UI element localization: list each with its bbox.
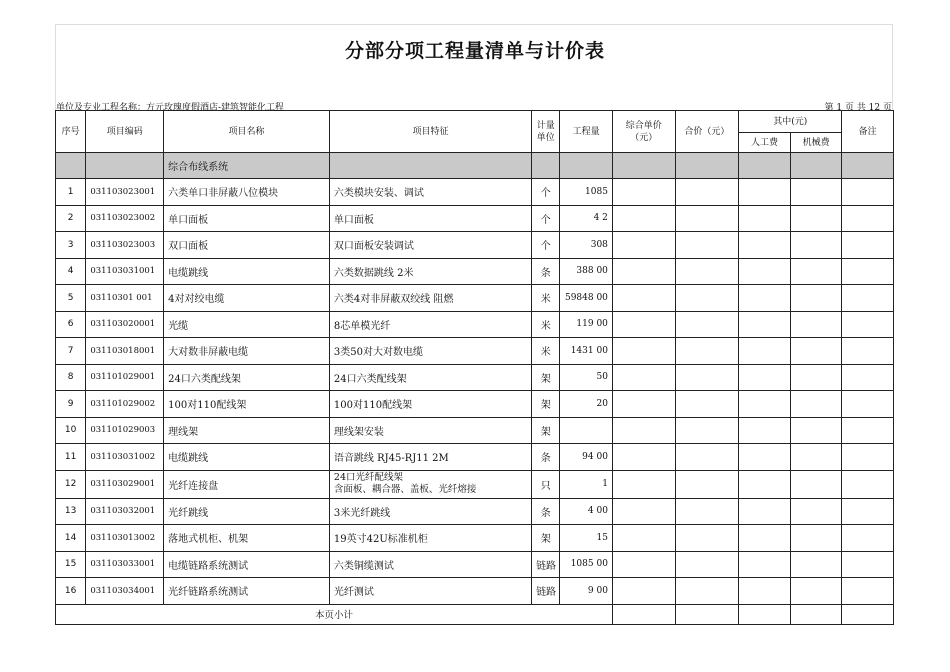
row-feature: 19英寸42U标准机柜 — [329, 525, 531, 552]
empty-cell — [612, 470, 675, 498]
row-feature: 六类铜缆测试 — [329, 551, 531, 578]
empty-cell — [739, 338, 791, 365]
empty-cell — [612, 205, 675, 232]
row-name: 六类单口非屏蔽八位模块 — [164, 179, 330, 206]
row-qty: 119 00 — [560, 311, 613, 338]
page-title: 分部分项工程量清单与计价表 — [344, 40, 605, 62]
header-of-which: 其中(元) — [739, 111, 842, 133]
row-index: 6 — [56, 311, 86, 338]
row-name: 电缆链路系统测试 — [164, 551, 330, 578]
row-unit: 个 — [532, 205, 560, 232]
header-index: 序号 — [56, 111, 86, 153]
empty-cell — [675, 470, 739, 498]
table-row — [56, 444, 894, 471]
row-unit: 个 — [532, 179, 560, 206]
row-name: 大对数非屏蔽电缆 — [164, 338, 330, 365]
row-qty: 308 — [560, 232, 613, 259]
header-code: 项目编码 — [86, 111, 164, 153]
header-total: 合价（元） — [675, 111, 739, 153]
row-unit: 架 — [532, 364, 560, 391]
empty-cell — [612, 551, 675, 578]
row-code: 031101029002 — [86, 391, 164, 418]
row-code: 031103034001 — [86, 578, 164, 605]
row-feature: 六类数据跳线 2米 — [329, 258, 531, 285]
subtotal-label: 本页小计 — [56, 604, 613, 624]
empty-cell — [842, 498, 894, 525]
row-name: 光缆 — [164, 311, 330, 338]
row-unit: 米 — [532, 338, 560, 365]
row-index: 13 — [56, 498, 86, 525]
row-name: 光纤链路系统测试 — [164, 578, 330, 605]
row-code: 031103020001 — [86, 311, 164, 338]
row-name: 双口面板 — [164, 232, 330, 259]
empty-cell — [739, 311, 791, 338]
row-feature: 双口面板安装调试 — [329, 232, 531, 259]
row-feature: 3类50对大对数电缆 — [329, 338, 531, 365]
empty-cell — [790, 498, 842, 525]
row-name: 电缆跳线 — [164, 258, 330, 285]
empty-cell — [675, 551, 739, 578]
empty-cell — [675, 285, 739, 312]
row-qty: 9 00 — [560, 578, 613, 605]
row-unit: 架 — [532, 417, 560, 444]
row-index: 11 — [56, 444, 86, 471]
empty-cell — [842, 417, 894, 444]
row-index: 5 — [56, 285, 86, 312]
table-row — [56, 338, 894, 365]
table-row — [56, 311, 894, 338]
table-row — [56, 364, 894, 391]
empty-cell — [675, 525, 739, 552]
row-qty: 4 2 — [560, 205, 613, 232]
row-qty: 1085 00 — [560, 551, 613, 578]
empty-cell — [790, 311, 842, 338]
empty-cell — [790, 444, 842, 471]
row-name: 光纤连接盘 — [164, 470, 330, 498]
empty-cell — [612, 285, 675, 312]
row-unit: 个 — [532, 232, 560, 259]
row-feature: 24口光纤配线架 含面板、耦合器、盖板、光纤熔接 — [329, 470, 531, 498]
row-feature: 语音跳线 RJ45-RJ11 2M — [329, 444, 531, 471]
empty-cell — [842, 205, 894, 232]
empty-cell — [739, 232, 791, 259]
row-name: 落地式机柜、机架 — [164, 525, 330, 552]
empty-cell — [842, 285, 894, 312]
empty-cell — [612, 525, 675, 552]
empty-cell — [612, 232, 675, 259]
empty-cell — [842, 311, 894, 338]
row-code: 031103031002 — [86, 444, 164, 471]
empty-cell — [790, 179, 842, 206]
empty-cell — [612, 179, 675, 206]
row-code: 031103029001 — [86, 470, 164, 498]
empty-cell — [739, 444, 791, 471]
row-index: 1 — [56, 179, 86, 206]
empty-cell — [842, 338, 894, 365]
row-qty: 1085 — [560, 179, 613, 206]
row-qty: 94 00 — [560, 444, 613, 471]
table-row — [56, 391, 894, 418]
empty-cell — [739, 391, 791, 418]
row-code: 031101029001 — [86, 364, 164, 391]
empty-cell — [612, 338, 675, 365]
empty-cell — [675, 311, 739, 338]
header-machine: 机械费 — [790, 133, 842, 153]
row-index: 4 — [56, 258, 86, 285]
pricing-table — [55, 110, 894, 625]
empty-cell — [790, 391, 842, 418]
row-feature: 24口六类配线架 — [329, 364, 531, 391]
empty-cell — [612, 498, 675, 525]
row-index: 9 — [56, 391, 86, 418]
empty-cell — [675, 578, 739, 605]
row-unit: 米 — [532, 311, 560, 338]
empty-cell — [790, 417, 842, 444]
section-row — [56, 153, 894, 179]
row-unit: 条 — [532, 258, 560, 285]
empty-cell — [842, 391, 894, 418]
row-index: 12 — [56, 470, 86, 498]
table-row — [56, 205, 894, 232]
empty-cell — [790, 258, 842, 285]
row-code: 031103023002 — [86, 205, 164, 232]
empty-cell — [842, 258, 894, 285]
empty-cell — [739, 417, 791, 444]
row-code: 031103023003 — [86, 232, 164, 259]
header-name: 项目名称 — [164, 111, 330, 153]
row-name: 单口面板 — [164, 205, 330, 232]
row-unit: 条 — [532, 498, 560, 525]
empty-cell — [612, 417, 675, 444]
section-name: 综合布线系统 — [164, 153, 330, 179]
empty-cell — [612, 391, 675, 418]
empty-cell — [790, 551, 842, 578]
header-remark: 备注 — [842, 111, 894, 153]
empty-cell — [790, 470, 842, 498]
row-index: 3 — [56, 232, 86, 259]
empty-cell — [842, 470, 894, 498]
empty-cell — [790, 364, 842, 391]
empty-cell — [612, 444, 675, 471]
row-feature: 8芯单模光纤 — [329, 311, 531, 338]
empty-cell — [842, 179, 894, 206]
row-index: 14 — [56, 525, 86, 552]
empty-cell — [790, 232, 842, 259]
empty-cell — [612, 311, 675, 338]
row-name: 4对对绞电缆 — [164, 285, 330, 312]
empty-cell — [739, 285, 791, 312]
row-index: 7 — [56, 338, 86, 365]
empty-cell — [842, 232, 894, 259]
row-unit: 链路 — [532, 578, 560, 605]
row-name: 电缆跳线 — [164, 444, 330, 471]
empty-cell — [612, 258, 675, 285]
header-labor: 人工费 — [739, 133, 791, 153]
row-qty: 20 — [560, 391, 613, 418]
table-row — [56, 551, 894, 578]
table-row — [56, 258, 894, 285]
empty-cell — [675, 417, 739, 444]
row-feature: 六类4对非屏蔽双绞线 阻燃 — [329, 285, 531, 312]
row-code: 031101029003 — [86, 417, 164, 444]
table-row — [56, 578, 894, 605]
empty-cell — [739, 578, 791, 605]
table-row — [56, 417, 894, 444]
row-feature: 3米光纤跳线 — [329, 498, 531, 525]
empty-cell — [675, 258, 739, 285]
empty-cell — [612, 578, 675, 605]
row-index: 2 — [56, 205, 86, 232]
empty-cell — [675, 498, 739, 525]
row-code: 031103033001 — [86, 551, 164, 578]
row-name: 100对110配线架 — [164, 391, 330, 418]
page-info: 第 1 页 共 12 页 — [824, 103, 892, 113]
empty-cell — [675, 391, 739, 418]
subtotal-row — [56, 604, 894, 624]
empty-cell — [790, 285, 842, 312]
row-index: 15 — [56, 551, 86, 578]
empty-cell — [842, 578, 894, 605]
empty-cell — [739, 551, 791, 578]
row-code: 031103013002 — [86, 525, 164, 552]
empty-cell — [842, 364, 894, 391]
row-index: 16 — [56, 578, 86, 605]
header-feature: 项目特征 — [329, 111, 531, 153]
row-code: 031103023001 — [86, 179, 164, 206]
row-unit: 架 — [532, 525, 560, 552]
header-qty: 工程量 — [560, 111, 613, 153]
row-feature: 单口面板 — [329, 205, 531, 232]
row-unit: 只 — [532, 470, 560, 498]
empty-cell — [675, 205, 739, 232]
row-code: 031103018001 — [86, 338, 164, 365]
table-row — [56, 285, 894, 312]
empty-cell — [842, 551, 894, 578]
row-name: 理线架 — [164, 417, 330, 444]
empty-cell — [612, 364, 675, 391]
empty-cell — [739, 179, 791, 206]
row-qty — [560, 417, 613, 444]
header-unit: 计量单位 — [532, 111, 560, 153]
row-qty: 59848 00 — [560, 285, 613, 312]
empty-cell — [739, 205, 791, 232]
row-name: 24口六类配线架 — [164, 364, 330, 391]
unit-info: 单位及专业工程名称：方元玫瑰度假酒店-建筑智能化工程 — [56, 103, 285, 113]
row-feature: 100对110配线架 — [329, 391, 531, 418]
empty-cell — [739, 498, 791, 525]
table-row — [56, 470, 894, 498]
row-code: 03110301 001 — [86, 285, 164, 312]
row-unit: 链路 — [532, 551, 560, 578]
row-index: 10 — [56, 417, 86, 444]
table-row — [56, 525, 894, 552]
row-qty: 388 00 — [560, 258, 613, 285]
row-feature: 光纤测试 — [329, 578, 531, 605]
empty-cell — [790, 578, 842, 605]
table-row — [56, 232, 894, 259]
empty-cell — [739, 525, 791, 552]
row-qty: 4 00 — [560, 498, 613, 525]
row-feature: 六类模块安装、调试 — [329, 179, 531, 206]
row-unit: 米 — [532, 285, 560, 312]
row-qty: 1431 00 — [560, 338, 613, 365]
row-index: 8 — [56, 364, 86, 391]
empty-cell — [739, 258, 791, 285]
row-qty: 15 — [560, 525, 613, 552]
empty-cell — [675, 338, 739, 365]
empty-cell — [675, 444, 739, 471]
empty-cell — [675, 364, 739, 391]
empty-cell — [739, 470, 791, 498]
empty-cell — [790, 338, 842, 365]
row-unit: 条 — [532, 444, 560, 471]
table-row — [56, 498, 894, 525]
row-qty: 50 — [560, 364, 613, 391]
row-qty: 1 — [560, 470, 613, 498]
empty-cell — [675, 232, 739, 259]
header-unit-price: 综合单价（元） — [612, 111, 675, 153]
row-code: 031103032001 — [86, 498, 164, 525]
row-code: 031103031001 — [86, 258, 164, 285]
empty-cell — [790, 205, 842, 232]
empty-cell — [842, 444, 894, 471]
empty-cell — [675, 179, 739, 206]
row-unit: 架 — [532, 391, 560, 418]
row-feature: 理线架安装 — [329, 417, 531, 444]
empty-cell — [739, 364, 791, 391]
table-row — [56, 179, 894, 206]
empty-cell — [790, 525, 842, 552]
empty-cell — [842, 525, 894, 552]
row-name: 光纤跳线 — [164, 498, 330, 525]
